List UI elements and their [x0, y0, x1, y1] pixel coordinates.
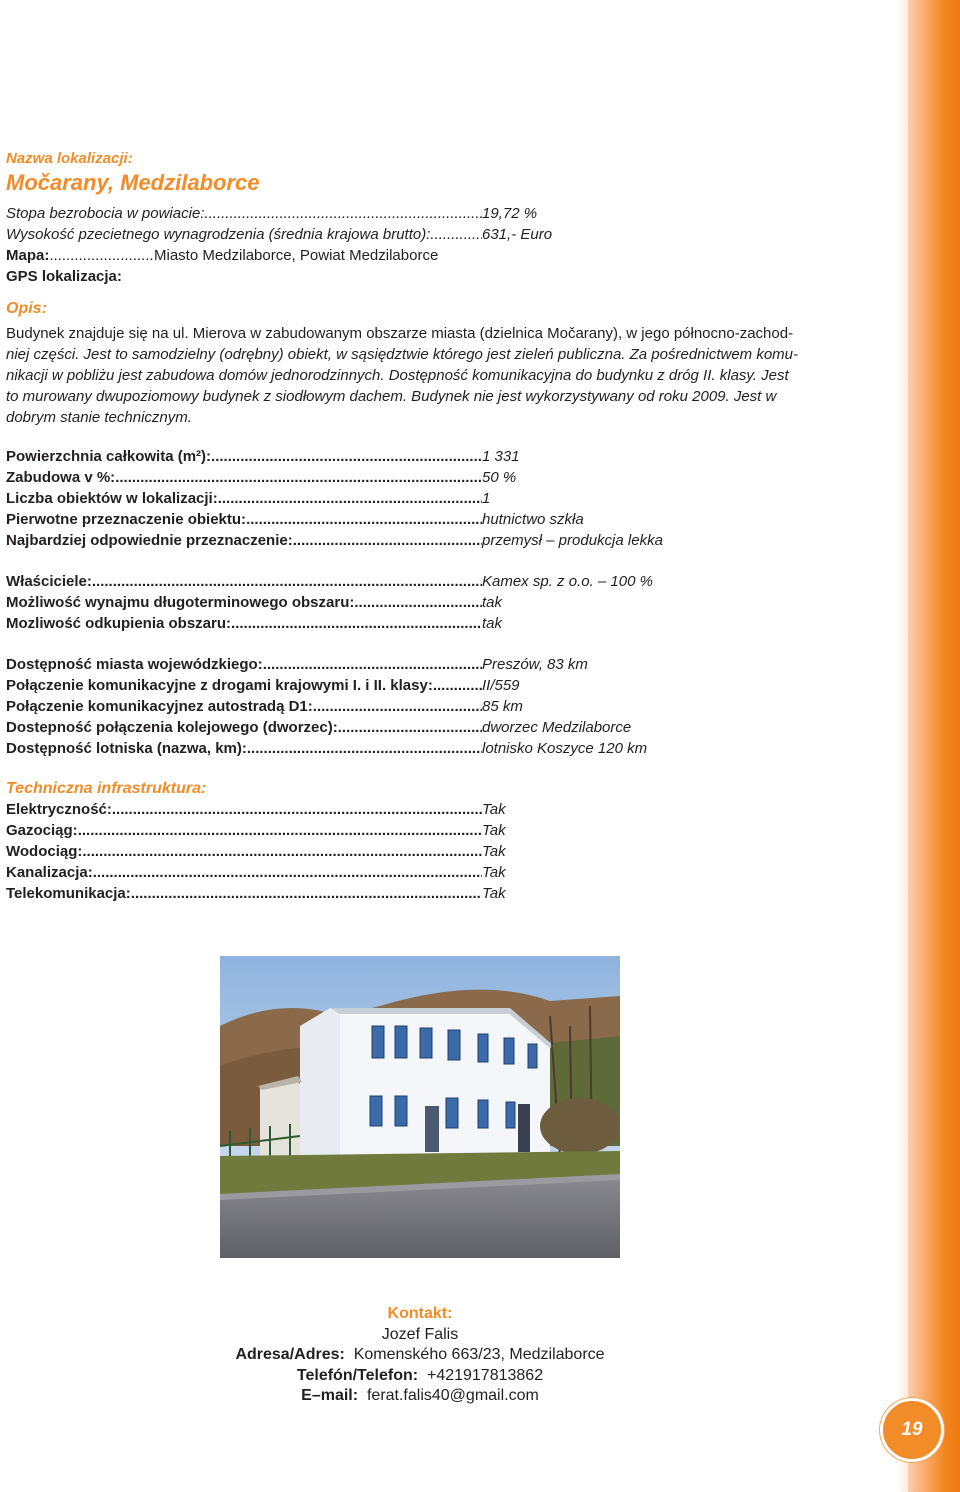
- building-key: Najbardziej odpowiednie przeznaczenie: .....: [6, 530, 482, 551]
- building-row: [6, 446, 846, 467]
- access-row: [6, 738, 846, 759]
- contact-address-label: Adresa/Adres:: [235, 1346, 345, 1363]
- access-value: 85 km: [482, 698, 523, 715]
- ownership-key: Właściciele: .....: [6, 571, 482, 592]
- ownership-block: [6, 571, 846, 634]
- location-title: Močarany, Medzilaborce: [6, 170, 260, 195]
- building-value: przemysł – produkcja lekka: [482, 532, 663, 549]
- infrastructure-key: Wodociąg: .....: [6, 841, 482, 862]
- access-row: [6, 675, 846, 696]
- access-block: [6, 654, 846, 759]
- infrastructure-block: [6, 799, 846, 904]
- infrastructure-value: Tak: [482, 843, 506, 860]
- building-key: Powierzchnia całkowita (m²): .....: [6, 446, 482, 467]
- building-row: [6, 488, 846, 509]
- contact-phone-row: [0, 1366, 840, 1387]
- description-line: niej części. Jest to samodzielny (odrębny) obiekt, w sąsiędztwie którego jest zieleń publiczna. Za pośrednictwem komu-: [6, 346, 799, 363]
- orange-sidebar: [908, 0, 960, 1492]
- ownership-row: [6, 592, 846, 613]
- description-line: dobrym stanie technicznym.: [6, 409, 192, 426]
- contact-name: Jozef Falis: [381, 1325, 459, 1343]
- building-block: [6, 446, 846, 551]
- access-key: Dostepność połączenia kolejowego (dworzec): .....: [6, 717, 482, 738]
- map-row: [6, 245, 846, 266]
- ownership-row: [6, 571, 846, 592]
- stats-block: [6, 203, 846, 245]
- description-heading: Opis:: [6, 300, 47, 317]
- ownership-value: tak: [482, 594, 503, 611]
- contact-address-row: [0, 1345, 840, 1366]
- ownership-row: [6, 613, 846, 634]
- stat-key: Stopa bezrobocia w powiacie: .....: [6, 203, 482, 224]
- access-key: Dostępność miasta wojewódzkiego: .....: [6, 654, 482, 675]
- building-key: Zabudowa v %: .....: [6, 467, 482, 488]
- location-label: Nazwa lokalizacji:: [6, 150, 133, 167]
- description-line: Budynek znajduje się na ul. Mierova w zabudowanym obszarze miasta (dzielnica Močarany), w jego północno-zachod-: [6, 325, 794, 342]
- stat-value: 19,72 %: [482, 205, 538, 222]
- stat-value: 631,- Euro: [482, 226, 553, 243]
- contact-address: Komenského 663/23, Medzilaborce: [353, 1346, 605, 1363]
- building-row: [6, 530, 846, 551]
- stat-key: Wysokość pzecietnego wynagrodzenia (średnia krajowa brutto): .....: [6, 224, 482, 245]
- access-value: dworzec Medzilaborce: [482, 719, 632, 736]
- description-line: to murowany dwupoziomowy budynek z siodłowym dachem. Budynek nie jest wykorzystywany od roku 2009. Jest w: [6, 388, 777, 405]
- infrastructure-key: Elektryczność: .....: [6, 799, 482, 820]
- contact-heading: Kontakt:: [387, 1305, 453, 1322]
- gps-row: [6, 266, 846, 287]
- map-key: Mapa:: [6, 247, 50, 264]
- infrastructure-row: [6, 820, 846, 841]
- infrastructure-key: Telekomunikacja: .....: [6, 883, 482, 904]
- ownership-value: Kamex sp. z o.o. – 100 %: [482, 573, 653, 590]
- building-row: [6, 509, 846, 530]
- building-value: 1: [482, 490, 491, 507]
- infrastructure-value: Tak: [482, 885, 506, 902]
- infrastructure-row: [6, 862, 846, 883]
- ownership-value: tak: [482, 615, 503, 632]
- building-row: [6, 467, 846, 488]
- infrastructure-value: Tak: [482, 864, 506, 881]
- building-key: Liczba obiektów w lokalizacji: .....: [6, 488, 482, 509]
- access-value: II/559: [482, 677, 520, 694]
- stat-row: [6, 203, 846, 224]
- infrastructure-key: Kanalizacja: .....: [6, 862, 482, 883]
- stat-row: [6, 224, 846, 245]
- contact-phone: +421917813862: [426, 1366, 544, 1384]
- infrastructure-value: Tak: [482, 801, 506, 818]
- sidebar-edge: [898, 0, 908, 1492]
- infrastructure-heading: Techniczna infrastruktura:: [6, 780, 207, 797]
- contact-email-row: [0, 1386, 840, 1407]
- gps-label: GPS lokalizacja:: [6, 268, 122, 285]
- ownership-key: Mozliwość odkupienia obszaru: .....: [6, 613, 482, 634]
- access-row: [6, 696, 846, 717]
- access-row: [6, 717, 846, 738]
- building-value: 50 %: [482, 469, 517, 486]
- map-value: Miasto Medzilaborce, Powiat Medzilaborce: [154, 247, 439, 264]
- contact-block: [0, 1304, 840, 1407]
- building-key: Pierwotne przeznaczenie obiektu: .....: [6, 509, 482, 530]
- infrastructure-key: Gazociąg: .....: [6, 820, 482, 841]
- contact-phone-label: Telefón/Telefon:: [296, 1366, 419, 1384]
- building-value: hutnictwo szkła: [482, 511, 584, 528]
- infrastructure-row: [6, 841, 846, 862]
- access-row: [6, 654, 846, 675]
- location-sheet: [6, 150, 846, 904]
- ownership-key: Możliwość wynajmu długoterminowego obszaru: .....: [6, 592, 482, 613]
- infrastructure-row: [6, 799, 846, 820]
- access-value: lotnisko Koszyce 120 km: [482, 740, 648, 757]
- building-photo: [220, 956, 620, 1258]
- page-number: 19: [880, 1398, 944, 1462]
- description-line: nikacji w pobliżu jest zabudowa domów jednorodzinnych. Dostępność komunikacyjna do budynku z dróg II. klasy. Jest: [6, 367, 789, 384]
- description-text: [6, 323, 842, 428]
- contact-email-label: E–mail:: [301, 1387, 359, 1404]
- infrastructure-row: [6, 883, 846, 904]
- access-value: Preszów, 83 km: [482, 656, 588, 673]
- infrastructure-value: Tak: [482, 822, 506, 839]
- access-key: Dostępność lotniska (nazwa, km): .....: [6, 738, 482, 759]
- building-value: 1 331: [482, 448, 520, 465]
- access-key: Połączenie komunikacyjnez autostradą D1: .....: [6, 696, 482, 717]
- access-key: Połączenie komunikacyjne z drogami krajowymi I. i II. klasy: .....: [6, 675, 482, 696]
- contact-email[interactable]: ferat.falis40@gmail.com: [366, 1387, 539, 1404]
